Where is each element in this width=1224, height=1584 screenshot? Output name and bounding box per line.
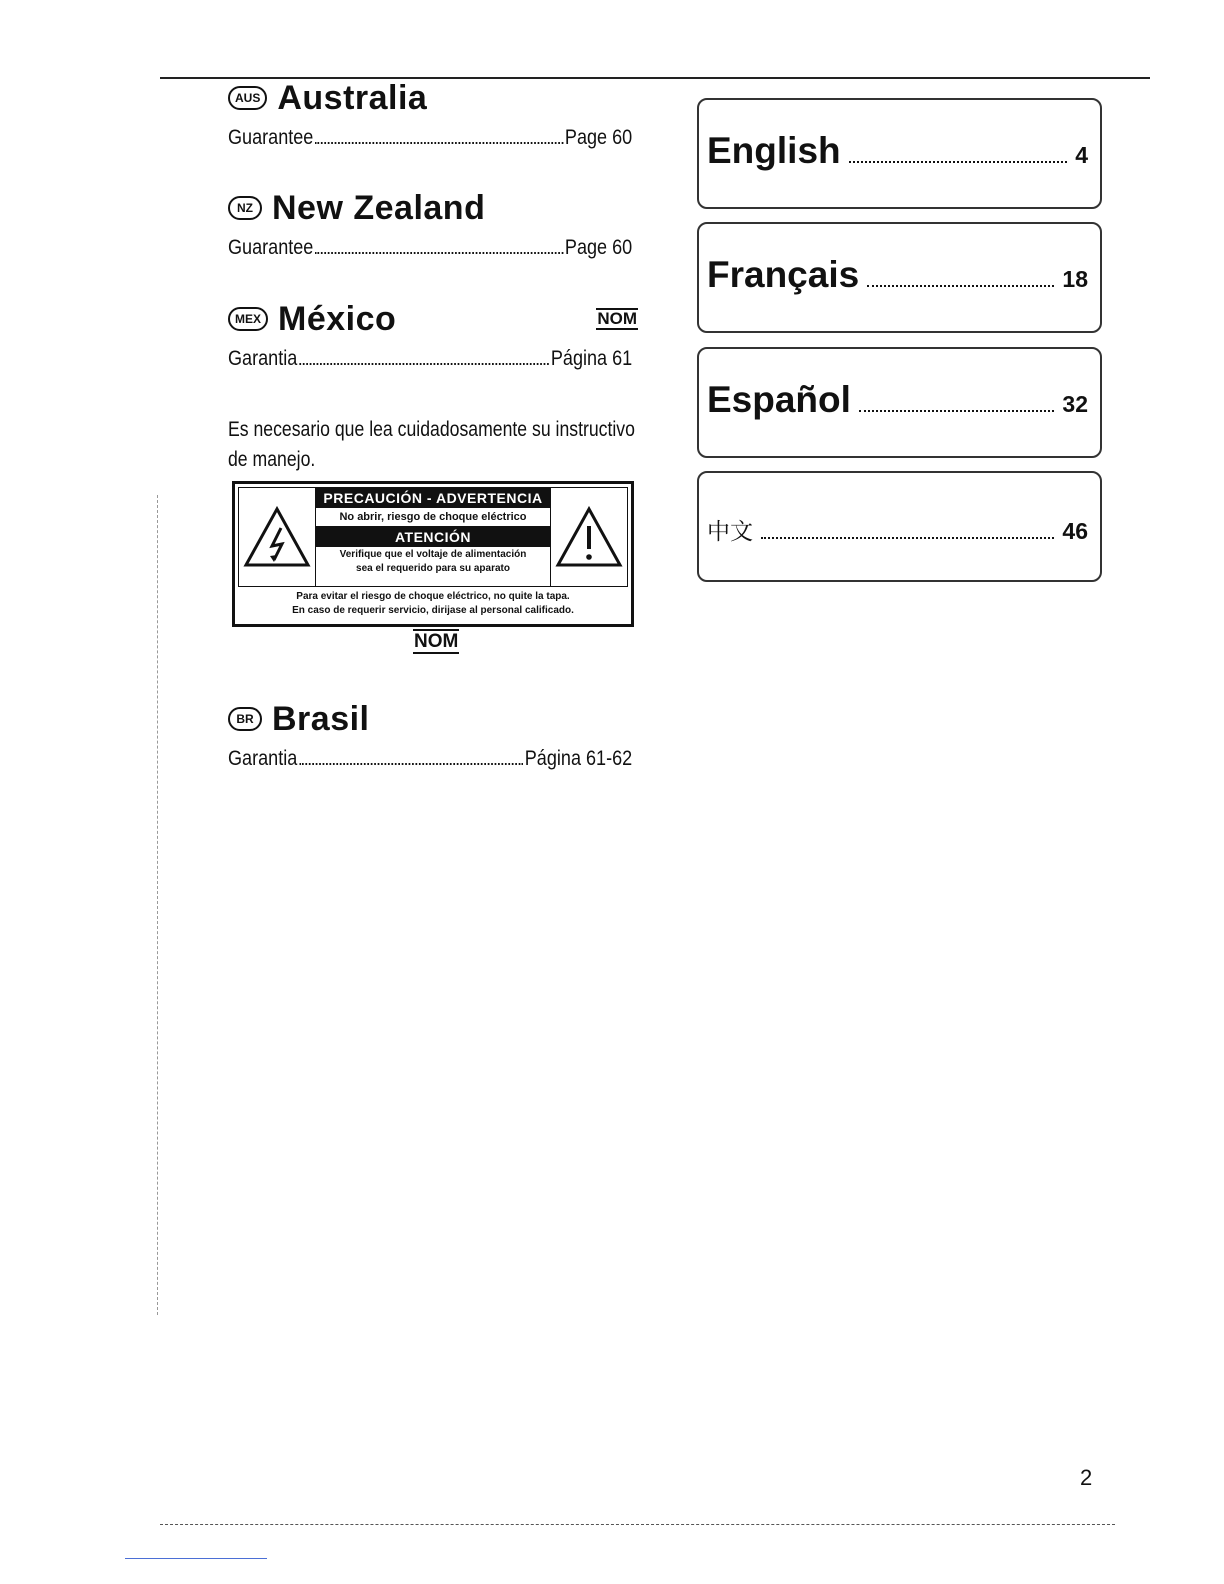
entry-label: Guarantee [228, 236, 314, 259]
warning-foot-2: En caso de requerir servicio, dirijase al personal calificado. [292, 605, 574, 616]
nom-certification-mark: NOM [597, 309, 637, 328]
entry-label: Garantia [228, 747, 298, 770]
warning-title: PRECAUCIÓN - ADVERTENCIA [316, 488, 550, 508]
section-australia [228, 78, 638, 150]
country-name-mexico: México [278, 299, 397, 338]
guarantee-entry-brasil[interactable] [228, 747, 632, 771]
leader-dots [299, 347, 549, 365]
entry-page: Página 61-62 [524, 747, 633, 770]
leader-dots [315, 126, 563, 144]
language-name: English [707, 130, 841, 171]
nom-certification-mark-2: NOM [414, 631, 459, 652]
country-name-brasil: Brasil [272, 699, 370, 738]
guarantee-entry-mexico[interactable] [228, 347, 632, 371]
warning-line-2a: Verifique que el voltaje de alimentación [339, 549, 527, 560]
country-name-australia: Australia [277, 78, 428, 117]
nom-mark-center [413, 633, 459, 652]
country-name-new-zealand: New Zealand [272, 188, 486, 227]
guarantee-entry-new-zealand[interactable] [228, 236, 632, 260]
country-badge-br: BR [228, 707, 262, 731]
guarantee-entry-australia[interactable] [228, 126, 632, 150]
entry-page: Page 60 [564, 236, 633, 259]
exclamation-warning-icon [551, 488, 627, 586]
language-page: 18 [1062, 266, 1088, 292]
page-number: 2 [1080, 1465, 1093, 1490]
mexico-instruction-note: Es necesario que lea cuidadosamente su instructivo de manejo. [228, 418, 635, 471]
section-brasil [228, 699, 638, 771]
warning-line-1: No abrir, riesgo de choque eléctrico [316, 508, 550, 527]
language-page: 32 [1062, 391, 1088, 417]
language-page: 46 [1062, 518, 1088, 544]
country-badge-aus: AUS [228, 86, 267, 110]
country-badge-mex: MEX [228, 307, 268, 331]
leader-dots [761, 525, 1054, 539]
entry-page: Página 61 [550, 347, 633, 370]
bottom-link-line [125, 1558, 267, 1559]
warning-foot-1: Para evitar el riesgo de choque eléctrico, no quite la tapa. [296, 591, 570, 602]
section-new-zealand [228, 188, 638, 260]
language-box-english[interactable] [697, 98, 1102, 209]
language-page: 4 [1075, 142, 1088, 168]
leader-dots [849, 149, 1068, 163]
bottom-rule [160, 1524, 1115, 1525]
entry-page: Page 60 [564, 126, 633, 149]
leader-dots [867, 273, 1054, 287]
country-badge-nz: NZ [228, 196, 262, 220]
leader-dots [315, 236, 563, 254]
section-mexico [228, 299, 638, 371]
warning-footer [235, 590, 631, 618]
language-box-francais[interactable] [697, 222, 1102, 333]
lightning-warning-icon [239, 488, 315, 586]
leader-dots [859, 398, 1054, 412]
warning-attention: ATENCIÓN [316, 527, 550, 547]
language-name: 中文 [707, 518, 753, 544]
entry-label: Garantia [228, 347, 298, 370]
entry-label: Guarantee [228, 126, 314, 149]
language-box-chinese[interactable] [697, 471, 1102, 582]
language-box-espanol[interactable] [697, 347, 1102, 458]
leader-dots [299, 747, 523, 765]
language-name: Français [707, 254, 860, 295]
language-name: Español [707, 379, 851, 420]
left-margin-marks [157, 495, 158, 1315]
warning-line-2b: sea el requerido para su aparato [356, 563, 510, 574]
electric-shock-warning-label [232, 481, 634, 627]
